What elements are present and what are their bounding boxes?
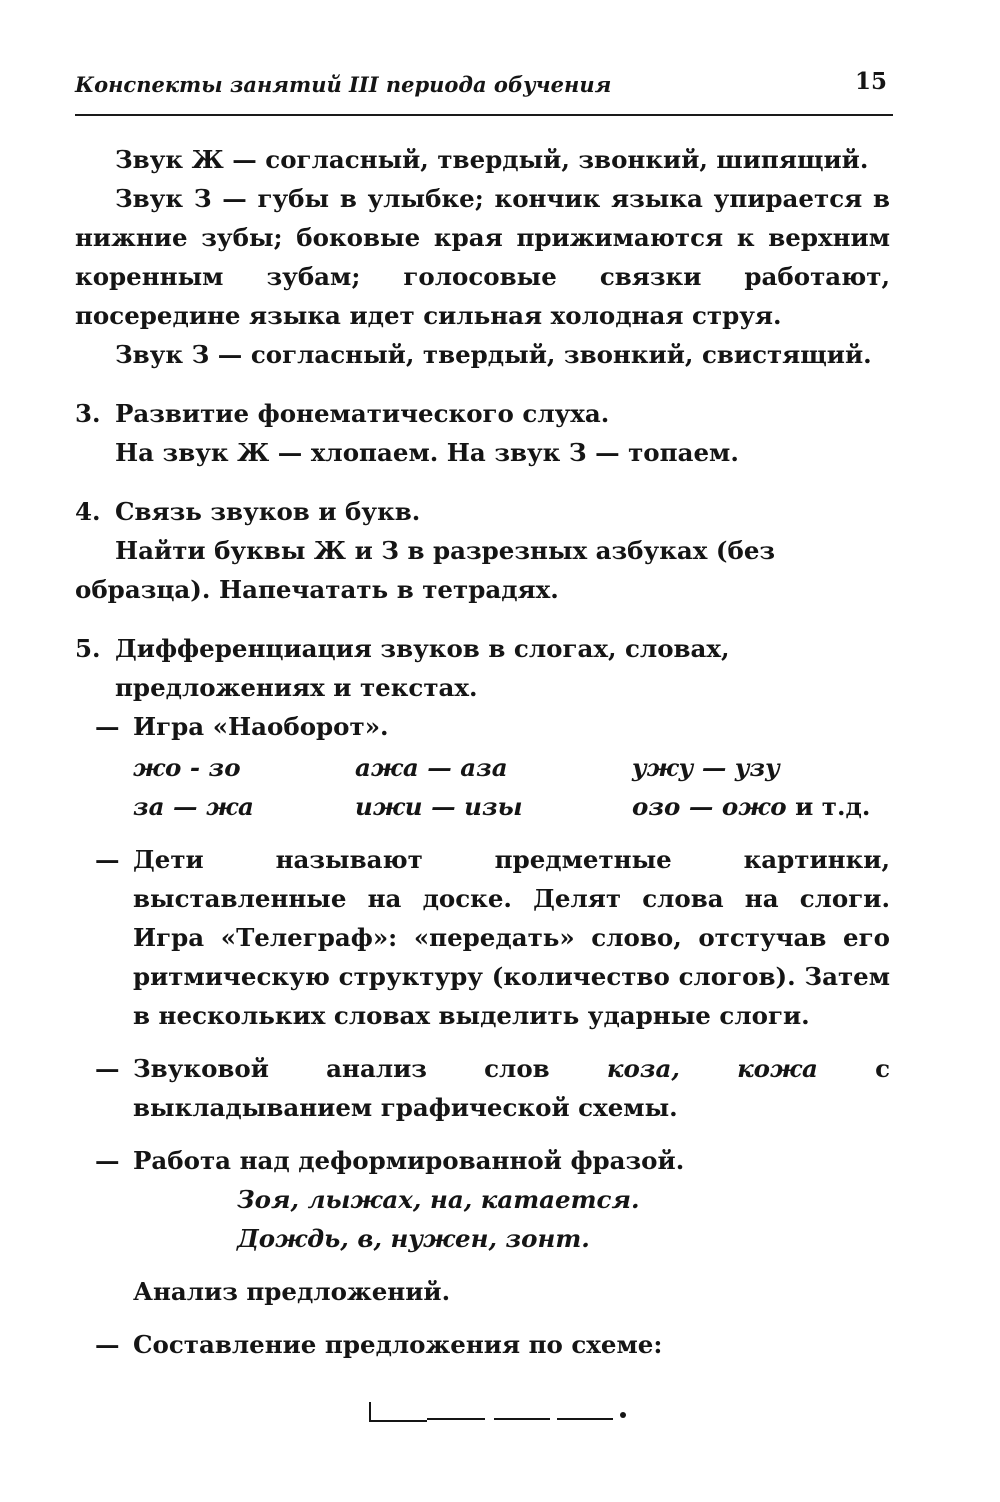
dash-marker: — [95,1146,120,1175]
analysis-prefix: Звуковой анализ слов [133,1054,550,1083]
item-3-text: На звук Ж — хлопаем. На звук З — топаем. [115,438,739,467]
game-pair-last [632,787,892,826]
item-4-title: Связь звуков и букв. [115,497,421,526]
telegraph-activity [75,840,890,1035]
deformed-phrase-activity [75,1141,890,1180]
telegraph-text: Дети называют предметные картинки, выставленные на доске. Делят слова на слоги. Игра «Телеграф»: «передать» слово, отстучав его ритмическую структуру (количество слогов). Затем в нескольких словах выделить ударные слоги. [133,845,890,1030]
game-pair: озо — ожо [632,792,787,821]
dash-marker: — [95,712,120,741]
sound-analysis-activity [75,1049,890,1127]
game-pair: за — жа [133,792,254,821]
deformed-phrase-1: Зоя, лыжах, на, катается. [237,1185,640,1214]
scheme-label: Составление предложения по схеме: [133,1330,663,1359]
zh-characteristic: Звук Ж — согласный, твердый, звонкий, шипящий. [115,145,869,174]
item-4 [75,492,890,609]
scheme-period [620,1412,626,1418]
item-3 [75,394,890,472]
item-5-title: Дифференциация звуков в слогах, словах, предложениях и текстах. [115,634,730,702]
analysis-words: коза, кожа [606,1054,818,1083]
header-title: Конспекты занятий III периода обучения [75,72,612,97]
sound-analysis-text [133,1049,890,1127]
item-4-number: 4. [75,497,101,526]
sentence-scheme-activity [75,1325,890,1364]
scheme-first-word-bracket [369,1402,427,1422]
page-content [75,140,890,1432]
dash-marker: — [95,1054,120,1083]
dash-marker: — [95,845,120,874]
dash-marker: — [95,1330,120,1359]
game-pair: ужу — узу [632,753,780,782]
item-5 [75,629,890,707]
item-5-number: 5. [75,634,101,663]
z-characteristic: Звук З — согласный, твердый, звонкий, свистящий. [115,340,872,369]
item-3-number: 3. [75,399,101,428]
game-pair: ажа — аза [355,753,508,782]
game-word-grid [75,748,890,826]
item-3-title: Развитие фонематического слуха. [115,399,610,428]
sentence-analysis: Анализ предложений. [133,1277,451,1306]
game-etc: и т.д. [795,792,871,821]
game-heading [75,707,890,746]
game-label: Игра «Наоборот». [133,712,389,741]
scheme-word-line [557,1418,613,1420]
scheme-word-line [494,1418,550,1420]
running-header [75,62,893,116]
scheme-word-line [427,1418,485,1420]
page-number: 15 [854,68,887,95]
sentence-scheme-diagram [75,1386,890,1432]
deformed-phrase-2: Дождь, в, нужен, зонт. [237,1224,590,1253]
item-4-text: Найти буквы Ж и З в разрезных азбуках (без образца). Напечатать в тетрадях. [75,536,776,604]
deformed-phrase-label: Работа над деформированной фразой. [133,1146,685,1175]
game-pair: ижи — изы [355,792,523,821]
game-pair: жо - зо [133,753,241,782]
analysis-suffix: с выкладыванием графической схемы. [133,1054,891,1122]
z-articulation: Звук З — губы в улыбке; кончик языка упирается в нижние зубы; боковые края прижимаются к верхним коренным зубам; голосовые связки работают, посередине языка идет сильная холодная струя. [75,184,890,330]
